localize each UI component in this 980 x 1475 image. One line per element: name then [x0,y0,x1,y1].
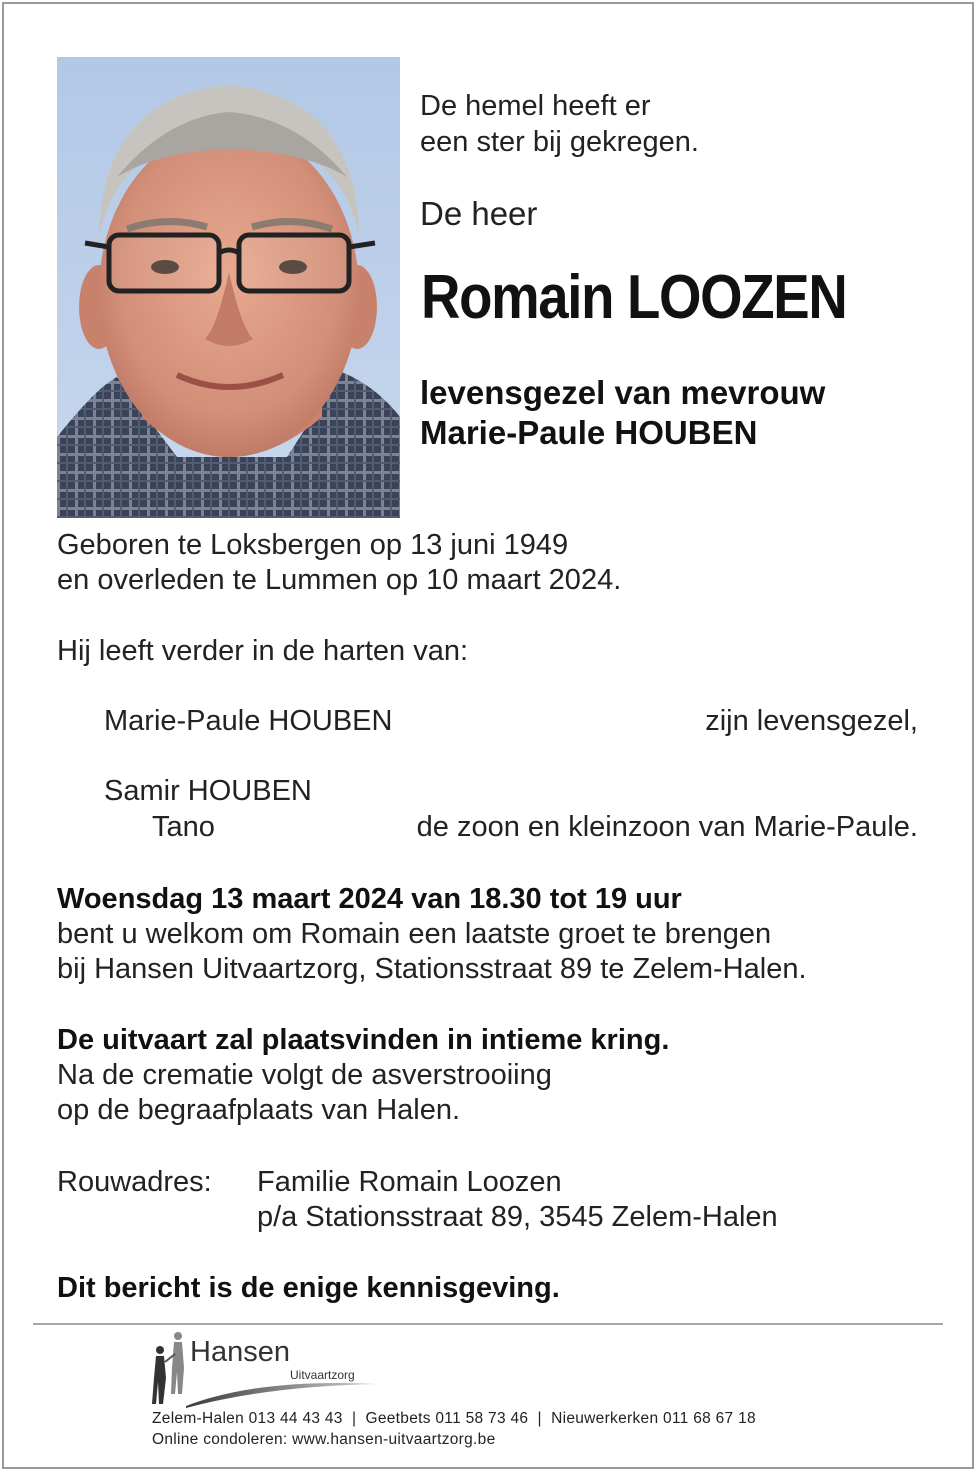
funeral-headline: De uitvaart zal plaatsvinden in intieme kring. [57,1024,670,1056]
birth-line: Geboren te Loksbergen op 13 juni 1949 [57,529,569,561]
mourning-address-line-1: Familie Romain Loozen [257,1166,562,1198]
funeral-line-1: Na de crematie volgt de asverstrooiing [57,1059,552,1091]
deceased-name: Romain LOOZEN [421,263,847,332]
intro-line-2: een ster bij gekregen. [420,126,699,158]
divider [33,1323,943,1325]
funeral-block [57,1023,669,1128]
intro-line-1: De hemel heeft er [420,90,651,122]
intro-verse [420,88,699,160]
notice-line: Dit bericht is de enige kennisgeving. [57,1272,560,1304]
visitation-line-1: bent u welkom om Romain een laatste groet te brengen [57,918,772,950]
death-line: en overleden te Lummen op 10 maart 2024. [57,564,622,596]
family-member-relation: de zoon en kleinzoon van Marie-Paule. [416,811,918,843]
visitation-headline: Woensdag 13 maart 2024 van 18.30 tot 19 uur [57,883,682,915]
funeral-home-subtitle: Uitvaartzorg [290,1368,355,1382]
portrait-photo [57,57,400,518]
mourning-address [257,1165,778,1235]
partner-line-2: Marie-Paule HOUBEN [420,414,758,451]
name-prefix: De heer [420,195,538,232]
partner-block [420,373,825,453]
visitation-block [57,882,807,987]
birth-death-block [57,528,621,598]
funeral-home-contacts: Zelem-Halen 013 44 43 43 | Geetbets 011 58 73 46 | Nieuwerkerken 011 68 67 18 [152,1410,756,1427]
visitation-line-2: bij Hansen Uitvaartzorg, Stationsstraat 89 te Zelem-Halen. [57,953,807,985]
family-member-relation: zijn levensgezel, [705,705,918,737]
lives-on-line: Hij leeft verder in de harten van: [57,635,469,667]
online-condolences: Online condoleren: www.hansen-uitvaartzorg.be [152,1431,496,1448]
funeral-line-2: op de begraafplaats van Halen. [57,1094,461,1126]
family-member-name: Marie-Paule HOUBEN [104,705,393,737]
mourning-address-line-2: p/a Stationsstraat 89, 3545 Zelem-Halen [257,1201,778,1233]
family-member-name: Tano [152,811,215,843]
mourning-address-label: Rouwadres: [57,1166,212,1198]
family-member-name: Samir HOUBEN [104,775,312,807]
funeral-home-name: Hansen [190,1336,290,1368]
partner-line-1: levensgezel van mevrouw [420,374,826,411]
